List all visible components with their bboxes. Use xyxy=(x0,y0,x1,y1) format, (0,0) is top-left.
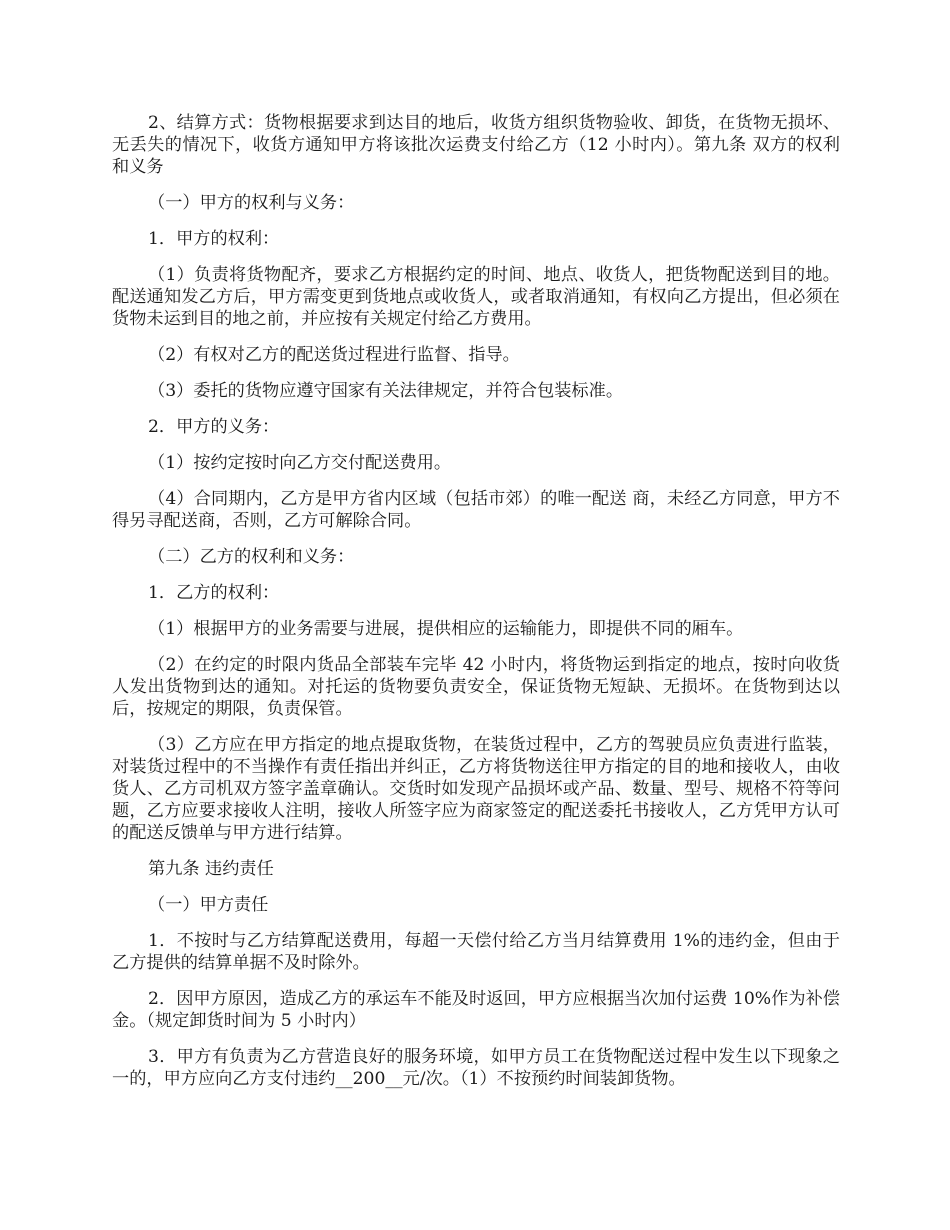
section-party-a-rights-duties: （一）甲方的权利与义务： xyxy=(148,193,355,213)
paragraph-liability-1: 1．不按时与乙方结算配送费用，每超一天偿付给乙方当月结算费用 1%的违约金，但由于乙方提供的结算单据不及时除外。 xyxy=(112,931,840,973)
paragraph-party-b-right-1: （1）根据甲方的业务需要与进展，提供相应的运输能力，即提供不同的厢车。 xyxy=(148,619,744,639)
section-party-a-liability: （一）甲方责任 xyxy=(148,895,269,915)
paragraph-party-a-duty-1: （1）按约定按时向乙方交付配送费用。 xyxy=(148,453,452,473)
heading-party-a-duties: 2．甲方的义务： xyxy=(148,417,280,437)
paragraph-liability-2: 2．因甲方原因，造成乙方的承运车不能及时返回，甲方应根据当次加付运费 10%作为补偿金。（规定卸货时间为 5 小时内） xyxy=(112,989,840,1031)
paragraph-settlement-method: 2、结算方式：货物根据要求到达目的地后，收货方组织货物验收、卸货，在货物无损坏、无丢失的情况下，收货方通知甲方将该批次运费支付给乙方（12 小时内）。第九条 双方的权利和义务 xyxy=(112,113,840,177)
paragraph-party-a-right-3: （3）委托的货物应遵守国家有关法律规定，并符合包装标准。 xyxy=(148,381,624,401)
paragraph-party-b-right-3: （3）乙方应在甲方指定的地点提取货物，在装货过程中，乙方的驾驶员应负责进行监装，对装货过程中的不当操作有责任指出并纠正，乙方将货物送往甲方指定的目的地和接收人，由收货人、乙方司机双方签字盖章确认。交货时如发现产品损坏或产品、数量、型号、规格不符等问题，乙方应要求接收人注明，接收人所签字应为商家签定的配送委托书接收人，乙方凭甲方认可的配送反馈单与甲方进行结算。 xyxy=(112,735,840,843)
document-page xyxy=(112,112,840,1104)
paragraph-party-a-right-2: （2）有权对乙方的配送货过程进行监督、指导。 xyxy=(148,345,520,365)
paragraph-liability-3: 3．甲方有负责为乙方营造良好的服务环境，如甲方员工在货物配送过程中发生以下现象之一的，甲方应向乙方支付违约__200__元/次。（1）不按预约时间装卸货物。 xyxy=(112,1047,840,1089)
section-party-b-rights-duties: （二）乙方的权利和义务： xyxy=(148,547,355,567)
paragraph-party-a-duty-4: （4）合同期内，乙方是甲方省内区域（包括市郊）的唯一配送 商，未经乙方同意，甲方不得另寻配送商，否则，乙方可解除合同。 xyxy=(112,489,840,531)
heading-party-a-rights: 1．甲方的权利： xyxy=(148,229,280,249)
paragraph-party-b-right-2: （2）在约定的时限内货品全部装车完毕 42 小时内，将货物运到指定的地点，按时向收货人发出货物到达的通知。对托运的货物要负责安全，保证货物无短缺、无损坏。在货物到达以后，按规定的期限，负责保管。 xyxy=(112,655,840,719)
heading-party-b-rights: 1．乙方的权利： xyxy=(148,583,280,603)
heading-article-9-liability: 第九条 违约责任 xyxy=(148,859,274,879)
paragraph-party-a-right-1: （1）负责将货物配齐，要求乙方根据约定的时间、地点、收货人，把货物配送到目的地。配送通知发乙方后，甲方需变更到货地点或收货人，或者取消通知，有权向乙方提出，但必须在货物未运到目的地之前，并应按有关规定付给乙方费用。 xyxy=(112,265,840,329)
